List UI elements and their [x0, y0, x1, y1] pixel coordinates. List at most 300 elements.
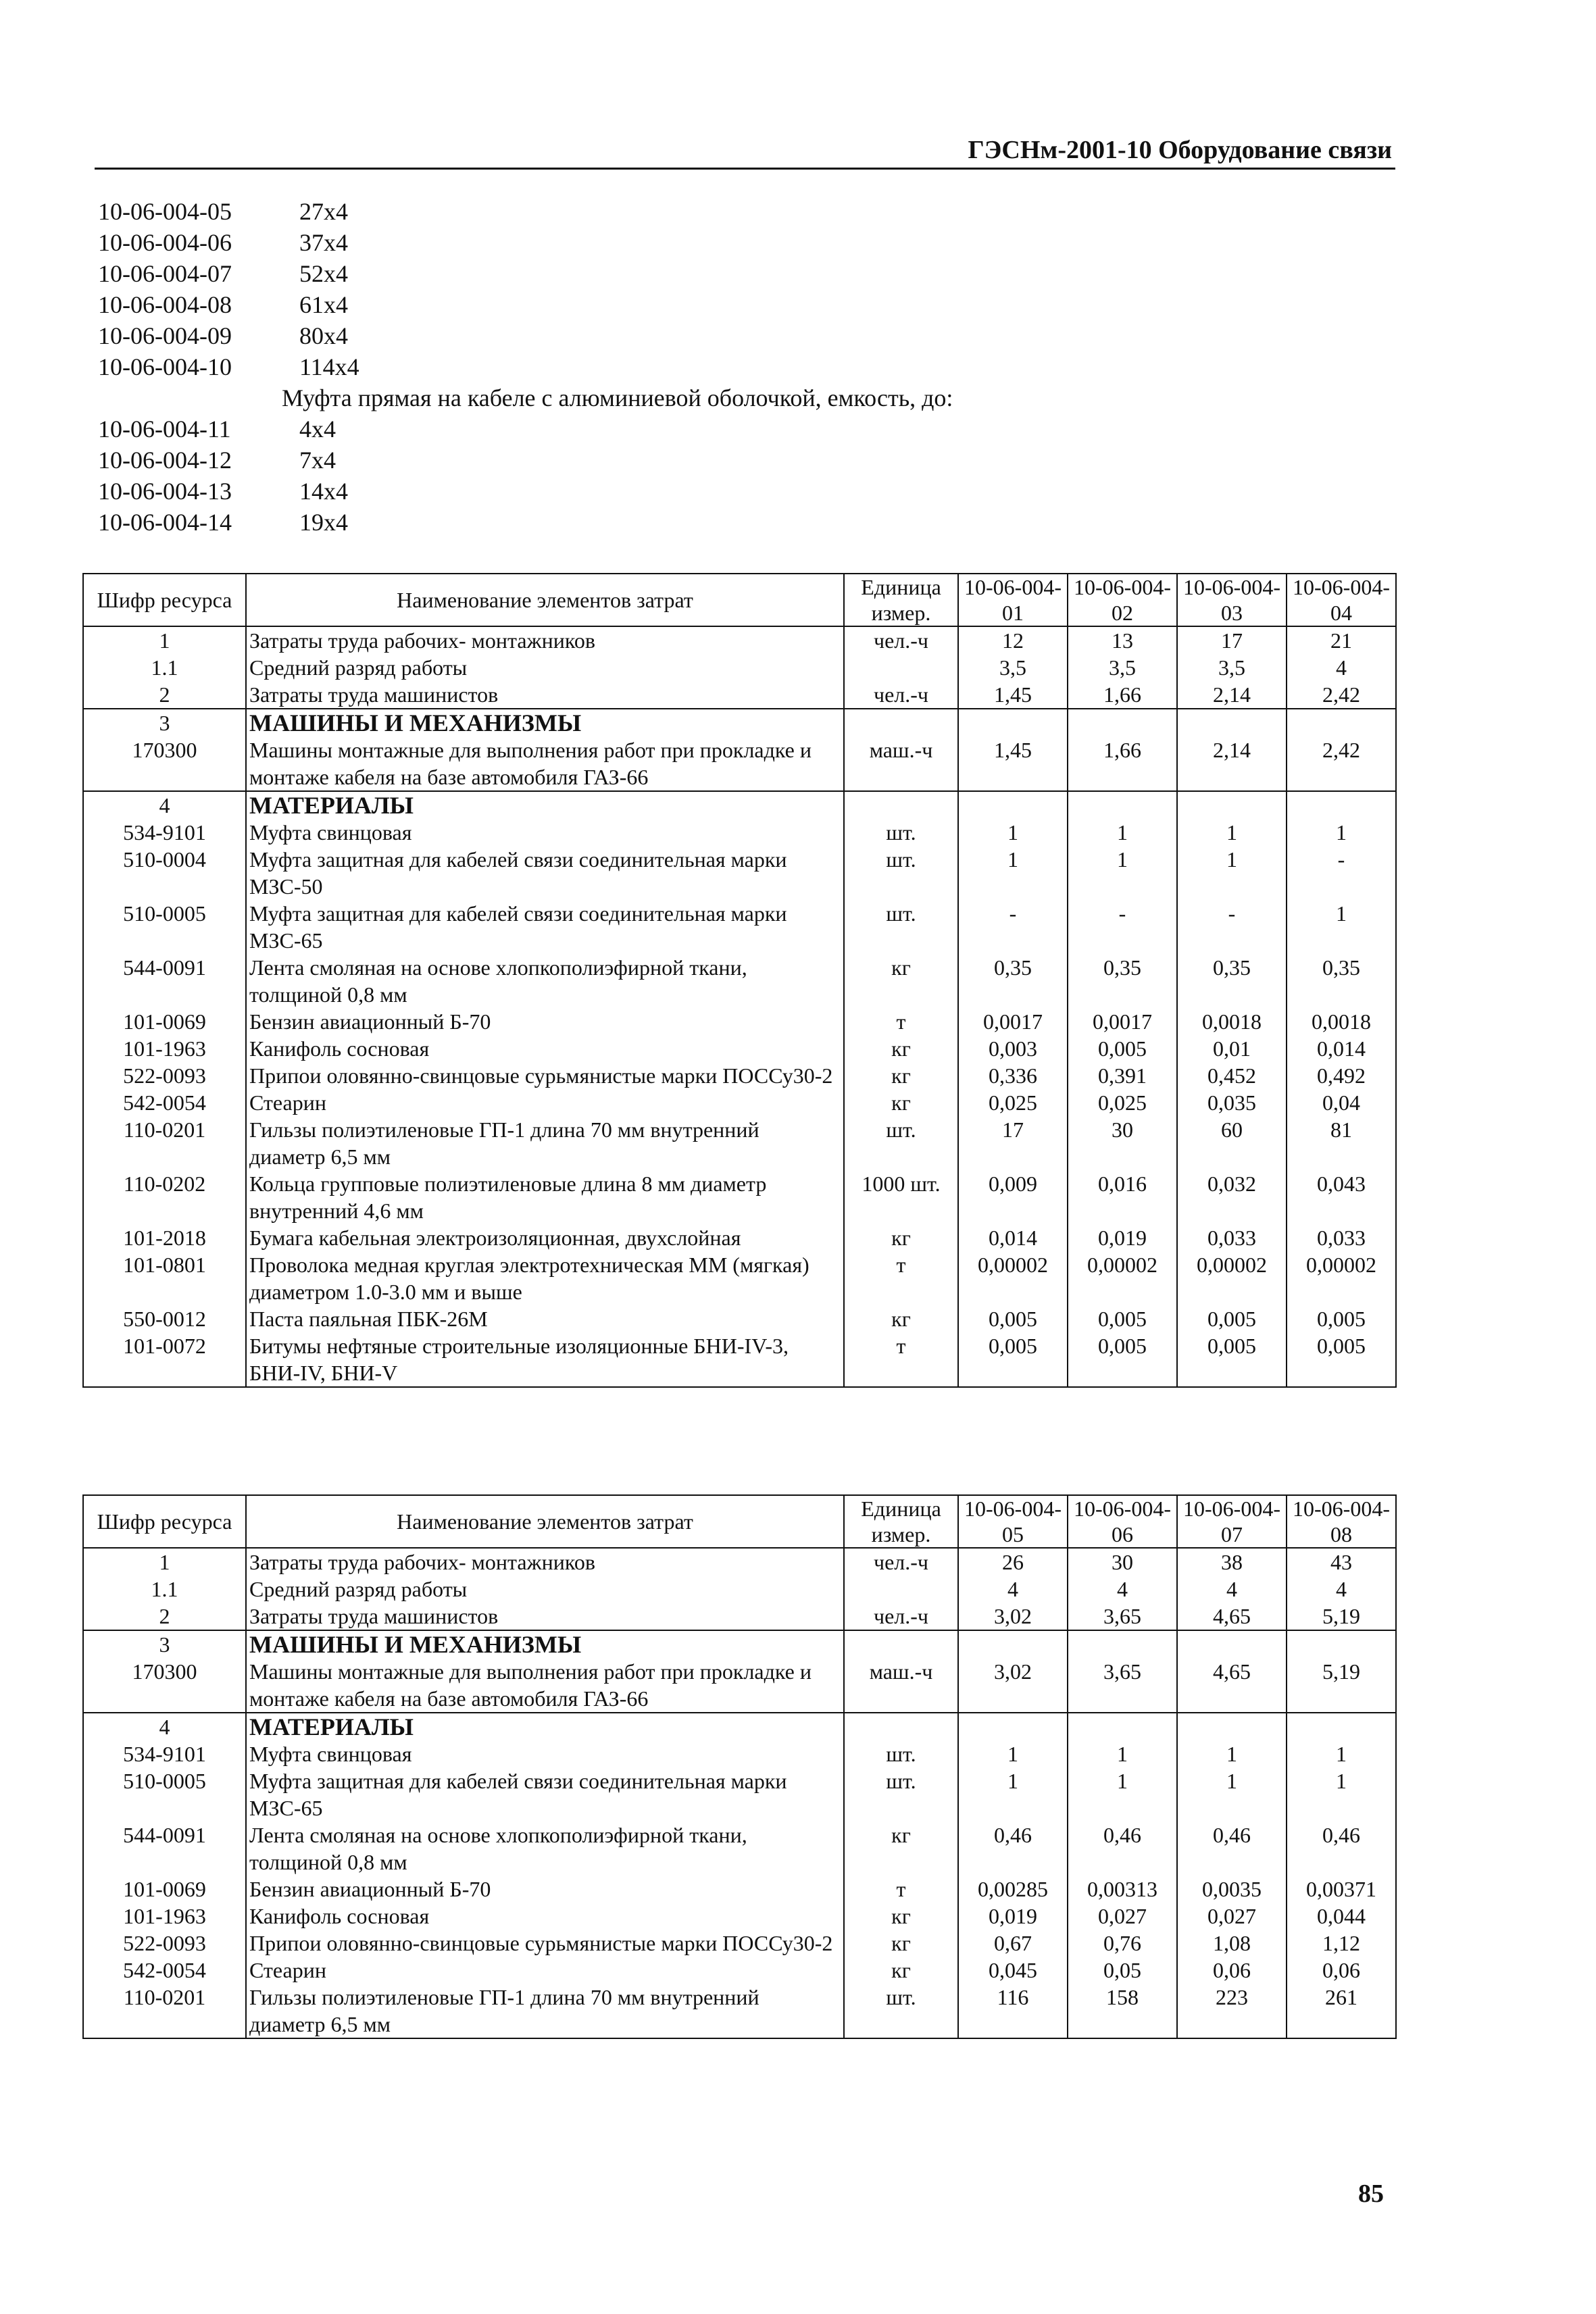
code-list-item: [98, 320, 953, 351]
section-row: [83, 1713, 1396, 1740]
row-unit: [844, 1630, 958, 1658]
header-code: Шифр ресурса: [83, 1495, 246, 1548]
row-value: 0,00002: [958, 1251, 1068, 1305]
row-unit: т: [844, 1876, 958, 1903]
row-unit: чел.-ч: [844, 1603, 958, 1630]
row-value: 0,46: [1177, 1821, 1287, 1876]
row-value: 3,65: [1068, 1658, 1177, 1713]
row-value: 1: [958, 1767, 1068, 1821]
row-value: [1177, 1630, 1287, 1658]
row-code: 3: [83, 709, 246, 736]
row-name: Лента смоляная на основе хлопкополиэфирной ткани, толщиной 0,8 мм: [246, 954, 844, 1008]
row-value: 0,05: [1068, 1957, 1177, 1984]
header-rule: [95, 168, 1395, 170]
row-unit: чел.-ч: [844, 1548, 958, 1576]
row-value: 0,00371: [1287, 1876, 1396, 1903]
row-name: Кольца групповые полиэтиленовые длина 8 мм диаметр внутренний 4,6 мм: [246, 1170, 844, 1224]
section-title: МАТЕРИАЛЫ: [246, 1713, 844, 1740]
row-value: 1,66: [1068, 681, 1177, 709]
header-norm-code: 10-06-004-07: [1177, 1495, 1287, 1548]
row-code: 542-0054: [83, 1957, 246, 1984]
capacity-value: 114х4: [299, 353, 359, 380]
row-value: 0,005: [1287, 1332, 1396, 1387]
row-code: 101-1963: [83, 1903, 246, 1930]
row-unit: маш.-ч: [844, 1658, 958, 1713]
header-name: Наименование элементов затрат: [246, 1495, 844, 1548]
row-value: 0,005: [1177, 1332, 1287, 1387]
row-code: 170300: [83, 1658, 246, 1713]
row-value: [1287, 1630, 1396, 1658]
row-value: [1177, 791, 1287, 819]
row-value: 0,005: [1068, 1305, 1177, 1332]
row-value: 4,65: [1177, 1603, 1287, 1630]
row-value: [1287, 791, 1396, 819]
row-code: 110-0201: [83, 1984, 246, 2038]
table-row: [83, 1008, 1396, 1035]
row-unit: т: [844, 1251, 958, 1305]
capacity-value: 80х4: [299, 322, 348, 349]
header-norm-code: 10-06-004-02: [1068, 574, 1177, 626]
row-unit: кг: [844, 1305, 958, 1332]
table-row: [83, 1740, 1396, 1767]
row-name: Паста паяльная ПБК-26М: [246, 1305, 844, 1332]
row-unit: [844, 1713, 958, 1740]
code-list-item: [98, 196, 953, 227]
row-value: 1,66: [1068, 736, 1177, 791]
row-code: 544-0091: [83, 1821, 246, 1876]
header-unit: Единица измер.: [844, 1495, 958, 1548]
row-value: 3,5: [1068, 654, 1177, 681]
row-value: 0,01: [1177, 1035, 1287, 1062]
header-code: Шифр ресурса: [83, 574, 246, 626]
table-row: [83, 1089, 1396, 1116]
table-row: [83, 654, 1396, 681]
table-row: [83, 736, 1396, 791]
header-norm-code: 10-06-004-04: [1287, 574, 1396, 626]
row-value: [958, 1630, 1068, 1658]
row-unit: [844, 654, 958, 681]
row-unit: чел.-ч: [844, 681, 958, 709]
code-list: [98, 196, 953, 538]
row-value: 0,045: [958, 1957, 1068, 1984]
table-row: [83, 681, 1396, 709]
row-name: Проволока медная круглая электротехническая ММ (мягкая) диаметром 1.0-3.0 мм и выше: [246, 1251, 844, 1305]
row-value: 0,00285: [958, 1876, 1068, 1903]
row-value: 116: [958, 1984, 1068, 2038]
row-code: 1: [83, 626, 246, 654]
row-name: Муфта защитная для кабелей связи соединительная марки МЗС-50: [246, 846, 844, 900]
table-row: [83, 1821, 1396, 1876]
capacity-value: 14х4: [299, 478, 348, 505]
row-code: 2: [83, 1603, 246, 1630]
cost-table-2: [82, 1494, 1397, 2039]
row-value: [1177, 1713, 1287, 1740]
row-value: 1: [1068, 846, 1177, 900]
row-unit: шт.: [844, 1984, 958, 2038]
header-norm-code: 10-06-004-08: [1287, 1495, 1396, 1548]
row-value: 1: [1177, 846, 1287, 900]
row-name: Припои оловянно-свинцовые сурьмянистые марки ПОССу30-2: [246, 1062, 844, 1089]
row-value: -: [958, 900, 1068, 954]
row-name: Средний разряд работы: [246, 654, 844, 681]
row-value: 0,016: [1068, 1170, 1177, 1224]
row-value: 3,02: [958, 1603, 1068, 1630]
section-title: МАШИНЫ И МЕХАНИЗМЫ: [246, 1630, 844, 1658]
table-row: [83, 900, 1396, 954]
table-row: [83, 1984, 1396, 2038]
header-unit: Единица измер.: [844, 574, 958, 626]
capacity-value: 37х4: [299, 229, 348, 256]
table-row: [83, 626, 1396, 654]
row-value: 1: [958, 846, 1068, 900]
row-code: 522-0093: [83, 1930, 246, 1957]
row-code: 510-0005: [83, 1767, 246, 1821]
row-name: Канифоль сосновая: [246, 1903, 844, 1930]
row-unit: шт.: [844, 1740, 958, 1767]
table-row: [83, 1903, 1396, 1930]
row-name: Муфта защитная для кабелей связи соединительная марки МЗС-65: [246, 900, 844, 954]
row-value: 2,42: [1287, 736, 1396, 791]
row-value: 0,67: [958, 1930, 1068, 1957]
row-value: 4,65: [1177, 1658, 1287, 1713]
code-list-item: [98, 351, 953, 382]
row-code: 2: [83, 681, 246, 709]
row-unit: шт.: [844, 846, 958, 900]
row-name: Муфта свинцовая: [246, 1740, 844, 1767]
row-unit: кг: [844, 954, 958, 1008]
row-value: 0,0018: [1287, 1008, 1396, 1035]
code-list-item: [98, 445, 953, 476]
row-code: 522-0093: [83, 1062, 246, 1089]
row-value: 4: [1287, 654, 1396, 681]
header-name: Наименование элементов затрат: [246, 574, 844, 626]
row-value: 0,35: [958, 954, 1068, 1008]
row-value: 0,0017: [1068, 1008, 1177, 1035]
row-value: 2,14: [1177, 681, 1287, 709]
row-value: 0,005: [1068, 1332, 1177, 1387]
row-value: [1177, 709, 1287, 736]
row-value: [958, 791, 1068, 819]
row-value: 158: [1068, 1984, 1177, 2038]
row-value: 13: [1068, 626, 1177, 654]
row-value: 0,0035: [1177, 1876, 1287, 1903]
resource-code: 10-06-004-13: [98, 478, 232, 505]
row-value: 0,35: [1177, 954, 1287, 1008]
row-unit: т: [844, 1332, 958, 1387]
code-list-item: [98, 289, 953, 320]
row-unit: т: [844, 1008, 958, 1035]
row-code: 101-2018: [83, 1224, 246, 1251]
row-value: 0,032: [1177, 1170, 1287, 1224]
row-value: 1,08: [1177, 1930, 1287, 1957]
row-value: 0,06: [1287, 1957, 1396, 1984]
row-value: 0,46: [1287, 1821, 1396, 1876]
row-value: 0,46: [958, 1821, 1068, 1876]
row-value: [958, 709, 1068, 736]
section-title: МАТЕРИАЛЫ: [246, 791, 844, 819]
row-name: Гильзы полиэтиленовые ГП-1 длина 70 мм внутренний диаметр 6,5 мм: [246, 1984, 844, 2038]
table-row: [83, 1062, 1396, 1089]
row-unit: шт.: [844, 1116, 958, 1170]
row-value: 0,014: [1287, 1035, 1396, 1062]
header-norm-code: 10-06-004-06: [1068, 1495, 1177, 1548]
table-row: [83, 1957, 1396, 1984]
row-code: 1: [83, 1548, 246, 1576]
row-value: [1068, 1713, 1177, 1740]
row-value: 26: [958, 1548, 1068, 1576]
row-value: 0,0017: [958, 1008, 1068, 1035]
row-value: 17: [1177, 626, 1287, 654]
row-value: 0,492: [1287, 1062, 1396, 1089]
row-value: 0,005: [958, 1332, 1068, 1387]
row-value: 30: [1068, 1548, 1177, 1576]
resource-code: 10-06-004-06: [98, 229, 232, 256]
row-value: 4: [1177, 1576, 1287, 1603]
row-value: 1: [1287, 900, 1396, 954]
header-norm-code: 10-06-004-05: [958, 1495, 1068, 1548]
row-value: 3,5: [958, 654, 1068, 681]
row-value: -: [1177, 900, 1287, 954]
row-name: Лента смоляная на основе хлопкополиэфирной ткани, толщиной 0,8 мм: [246, 1821, 844, 1876]
row-value: 0,025: [1068, 1089, 1177, 1116]
row-code: 550-0012: [83, 1305, 246, 1332]
row-value: [1068, 709, 1177, 736]
row-value: 0,033: [1177, 1224, 1287, 1251]
row-value: 0,019: [958, 1903, 1068, 1930]
table-row: [83, 1548, 1396, 1576]
row-value: 1: [1287, 819, 1396, 846]
row-value: 2,42: [1287, 681, 1396, 709]
row-code: 1.1: [83, 1576, 246, 1603]
row-value: 1: [1068, 819, 1177, 846]
resource-code: 10-06-004-12: [98, 447, 232, 474]
row-value: [1287, 709, 1396, 736]
row-value: 21: [1287, 626, 1396, 654]
row-code: 101-1963: [83, 1035, 246, 1062]
row-value: 3,5: [1177, 654, 1287, 681]
page-number: 85: [1358, 2180, 1384, 2208]
row-unit: кг: [844, 1957, 958, 1984]
row-value: 0,46: [1068, 1821, 1177, 1876]
table-row: [83, 1251, 1396, 1305]
row-value: 0,0018: [1177, 1008, 1287, 1035]
capacity-value: 7х4: [299, 447, 336, 474]
row-value: 1: [1177, 1740, 1287, 1767]
table-row: [83, 819, 1396, 846]
table-row: [83, 1116, 1396, 1170]
row-value: 3,65: [1068, 1603, 1177, 1630]
row-value: 0,76: [1068, 1930, 1177, 1957]
row-value: -: [1068, 900, 1177, 954]
row-code: 1.1: [83, 654, 246, 681]
code-list-item: [98, 413, 953, 445]
section-title: МАШИНЫ И МЕХАНИЗМЫ: [246, 709, 844, 736]
row-value: 1: [1287, 1740, 1396, 1767]
row-value: 3,02: [958, 1658, 1068, 1713]
table-row: [83, 1876, 1396, 1903]
row-unit: кг: [844, 1089, 958, 1116]
capacity-value: 61х4: [299, 291, 348, 318]
row-value: 1: [958, 1740, 1068, 1767]
row-value: 223: [1177, 1984, 1287, 2038]
row-value: 0,025: [958, 1089, 1068, 1116]
resource-code: 10-06-004-11: [98, 416, 231, 443]
row-unit: [844, 791, 958, 819]
row-unit: чел.-ч: [844, 626, 958, 654]
row-code: 534-9101: [83, 1740, 246, 1767]
row-value: [958, 1713, 1068, 1740]
row-name: Бумага кабельная электроизоляционная, двухслойная: [246, 1224, 844, 1251]
row-value: 4: [958, 1576, 1068, 1603]
row-value: 1,45: [958, 681, 1068, 709]
row-value: 4: [1068, 1576, 1177, 1603]
row-code: 101-0069: [83, 1008, 246, 1035]
row-name: Машины монтажные для выполнения работ при прокладке и монтаже кабеля на базе автомобиля ГАЗ-66: [246, 1658, 844, 1713]
row-name: Затраты труда рабочих- монтажников: [246, 626, 844, 654]
code-list-item: [98, 507, 953, 538]
page-header-title: ГЭСНм-2001-10 Оборудование связи: [968, 136, 1392, 164]
table-row: [83, 1576, 1396, 1603]
row-name: Бензин авиационный Б-70: [246, 1876, 844, 1903]
row-unit: шт.: [844, 1767, 958, 1821]
row-value: 0,043: [1287, 1170, 1396, 1224]
row-value: 1: [1177, 819, 1287, 846]
row-value: 81: [1287, 1116, 1396, 1170]
row-unit: кг: [844, 1035, 958, 1062]
row-unit: шт.: [844, 819, 958, 846]
row-code: 101-0069: [83, 1876, 246, 1903]
row-value: 0,009: [958, 1170, 1068, 1224]
row-value: 17: [958, 1116, 1068, 1170]
resource-code: 10-06-004-14: [98, 509, 232, 536]
row-value: 0,452: [1177, 1062, 1287, 1089]
row-code: 101-0072: [83, 1332, 246, 1387]
row-unit: 1000 шт.: [844, 1170, 958, 1224]
table-row: [83, 1930, 1396, 1957]
table-row: [83, 1332, 1396, 1387]
row-value: 0,00002: [1177, 1251, 1287, 1305]
row-value: 0,00313: [1068, 1876, 1177, 1903]
row-value: 1: [958, 819, 1068, 846]
table-header-row: [83, 574, 1396, 626]
row-name: Средний разряд работы: [246, 1576, 844, 1603]
row-name: Гильзы полиэтиленовые ГП-1 длина 70 мм внутренний диаметр 6,5 мм: [246, 1116, 844, 1170]
row-value: 0,019: [1068, 1224, 1177, 1251]
row-name: Муфта защитная для кабелей связи соединительная марки МЗС-65: [246, 1767, 844, 1821]
row-value: 60: [1177, 1116, 1287, 1170]
row-unit: шт.: [844, 900, 958, 954]
row-unit: [844, 709, 958, 736]
row-value: [1068, 791, 1177, 819]
row-value: 30: [1068, 1116, 1177, 1170]
row-value: 0,04: [1287, 1089, 1396, 1116]
row-name: Стеарин: [246, 1089, 844, 1116]
row-unit: кг: [844, 1903, 958, 1930]
capacity-value: 27х4: [299, 198, 348, 225]
header-norm-code: 10-06-004-01: [958, 574, 1068, 626]
row-value: 0,35: [1287, 954, 1396, 1008]
row-value: 1: [1177, 1767, 1287, 1821]
row-unit: кг: [844, 1062, 958, 1089]
row-value: [1068, 1630, 1177, 1658]
row-unit: [844, 1576, 958, 1603]
row-name: Муфта свинцовая: [246, 819, 844, 846]
row-unit: кг: [844, 1821, 958, 1876]
section-row: [83, 709, 1396, 736]
row-value: 0,336: [958, 1062, 1068, 1089]
table-row: [83, 1658, 1396, 1713]
resource-code: 10-06-004-05: [98, 198, 232, 225]
row-unit: кг: [844, 1930, 958, 1957]
row-name: Стеарин: [246, 1957, 844, 1984]
table-row: [83, 1305, 1396, 1332]
capacity-value: 19х4: [299, 509, 348, 536]
table-row: [83, 1035, 1396, 1062]
row-value: 2,14: [1177, 736, 1287, 791]
row-code: 110-0201: [83, 1116, 246, 1170]
row-code: 4: [83, 791, 246, 819]
row-value: 0,027: [1177, 1903, 1287, 1930]
resource-code: 10-06-004-09: [98, 322, 232, 349]
row-name: Бензин авиационный Б-70: [246, 1008, 844, 1035]
table-row: [83, 1224, 1396, 1251]
row-value: 0,003: [958, 1035, 1068, 1062]
row-code: 3: [83, 1630, 246, 1658]
row-value: 43: [1287, 1548, 1396, 1576]
row-value: 261: [1287, 1984, 1396, 2038]
row-value: 0,35: [1068, 954, 1177, 1008]
row-value: 5,19: [1287, 1603, 1396, 1630]
row-value: [1287, 1713, 1396, 1740]
row-code: 544-0091: [83, 954, 246, 1008]
row-value: 1: [1287, 1767, 1396, 1821]
row-name: Битумы нефтяные строительные изоляционные БНИ-IV-3, БНИ-IV, БНИ-V: [246, 1332, 844, 1387]
row-name: Затраты труда рабочих- монтажников: [246, 1548, 844, 1576]
row-code: 101-0801: [83, 1251, 246, 1305]
cost-table-1: [82, 573, 1397, 1388]
row-value: 1: [1068, 1740, 1177, 1767]
row-code: 4: [83, 1713, 246, 1740]
table-row: [83, 954, 1396, 1008]
row-value: 12: [958, 626, 1068, 654]
row-name: Припои оловянно-свинцовые сурьмянистые марки ПОССу30-2: [246, 1930, 844, 1957]
row-unit: кг: [844, 1224, 958, 1251]
row-value: 5,19: [1287, 1658, 1396, 1713]
row-code: 510-0004: [83, 846, 246, 900]
row-value: 0,06: [1177, 1957, 1287, 1984]
row-value: 0,027: [1068, 1903, 1177, 1930]
row-name: Затраты труда машинистов: [246, 681, 844, 709]
row-value: 0,391: [1068, 1062, 1177, 1089]
row-value: 0,035: [1177, 1089, 1287, 1116]
row-code: 510-0005: [83, 900, 246, 954]
code-list-item: [98, 476, 953, 507]
row-value: 1,12: [1287, 1930, 1396, 1957]
table-row: [83, 1767, 1396, 1821]
row-name: Затраты труда машинистов: [246, 1603, 844, 1630]
row-value: 1: [1068, 1767, 1177, 1821]
code-list-item: [98, 258, 953, 289]
row-value: 0,00002: [1068, 1251, 1177, 1305]
table-row: [83, 846, 1396, 900]
capacity-value: 52х4: [299, 260, 348, 287]
row-value: 0,005: [1068, 1035, 1177, 1062]
capacity-value: 4х4: [299, 416, 336, 443]
row-value: 0,033: [1287, 1224, 1396, 1251]
section-row: [83, 1630, 1396, 1658]
section-row: [83, 791, 1396, 819]
row-code: 170300: [83, 736, 246, 791]
